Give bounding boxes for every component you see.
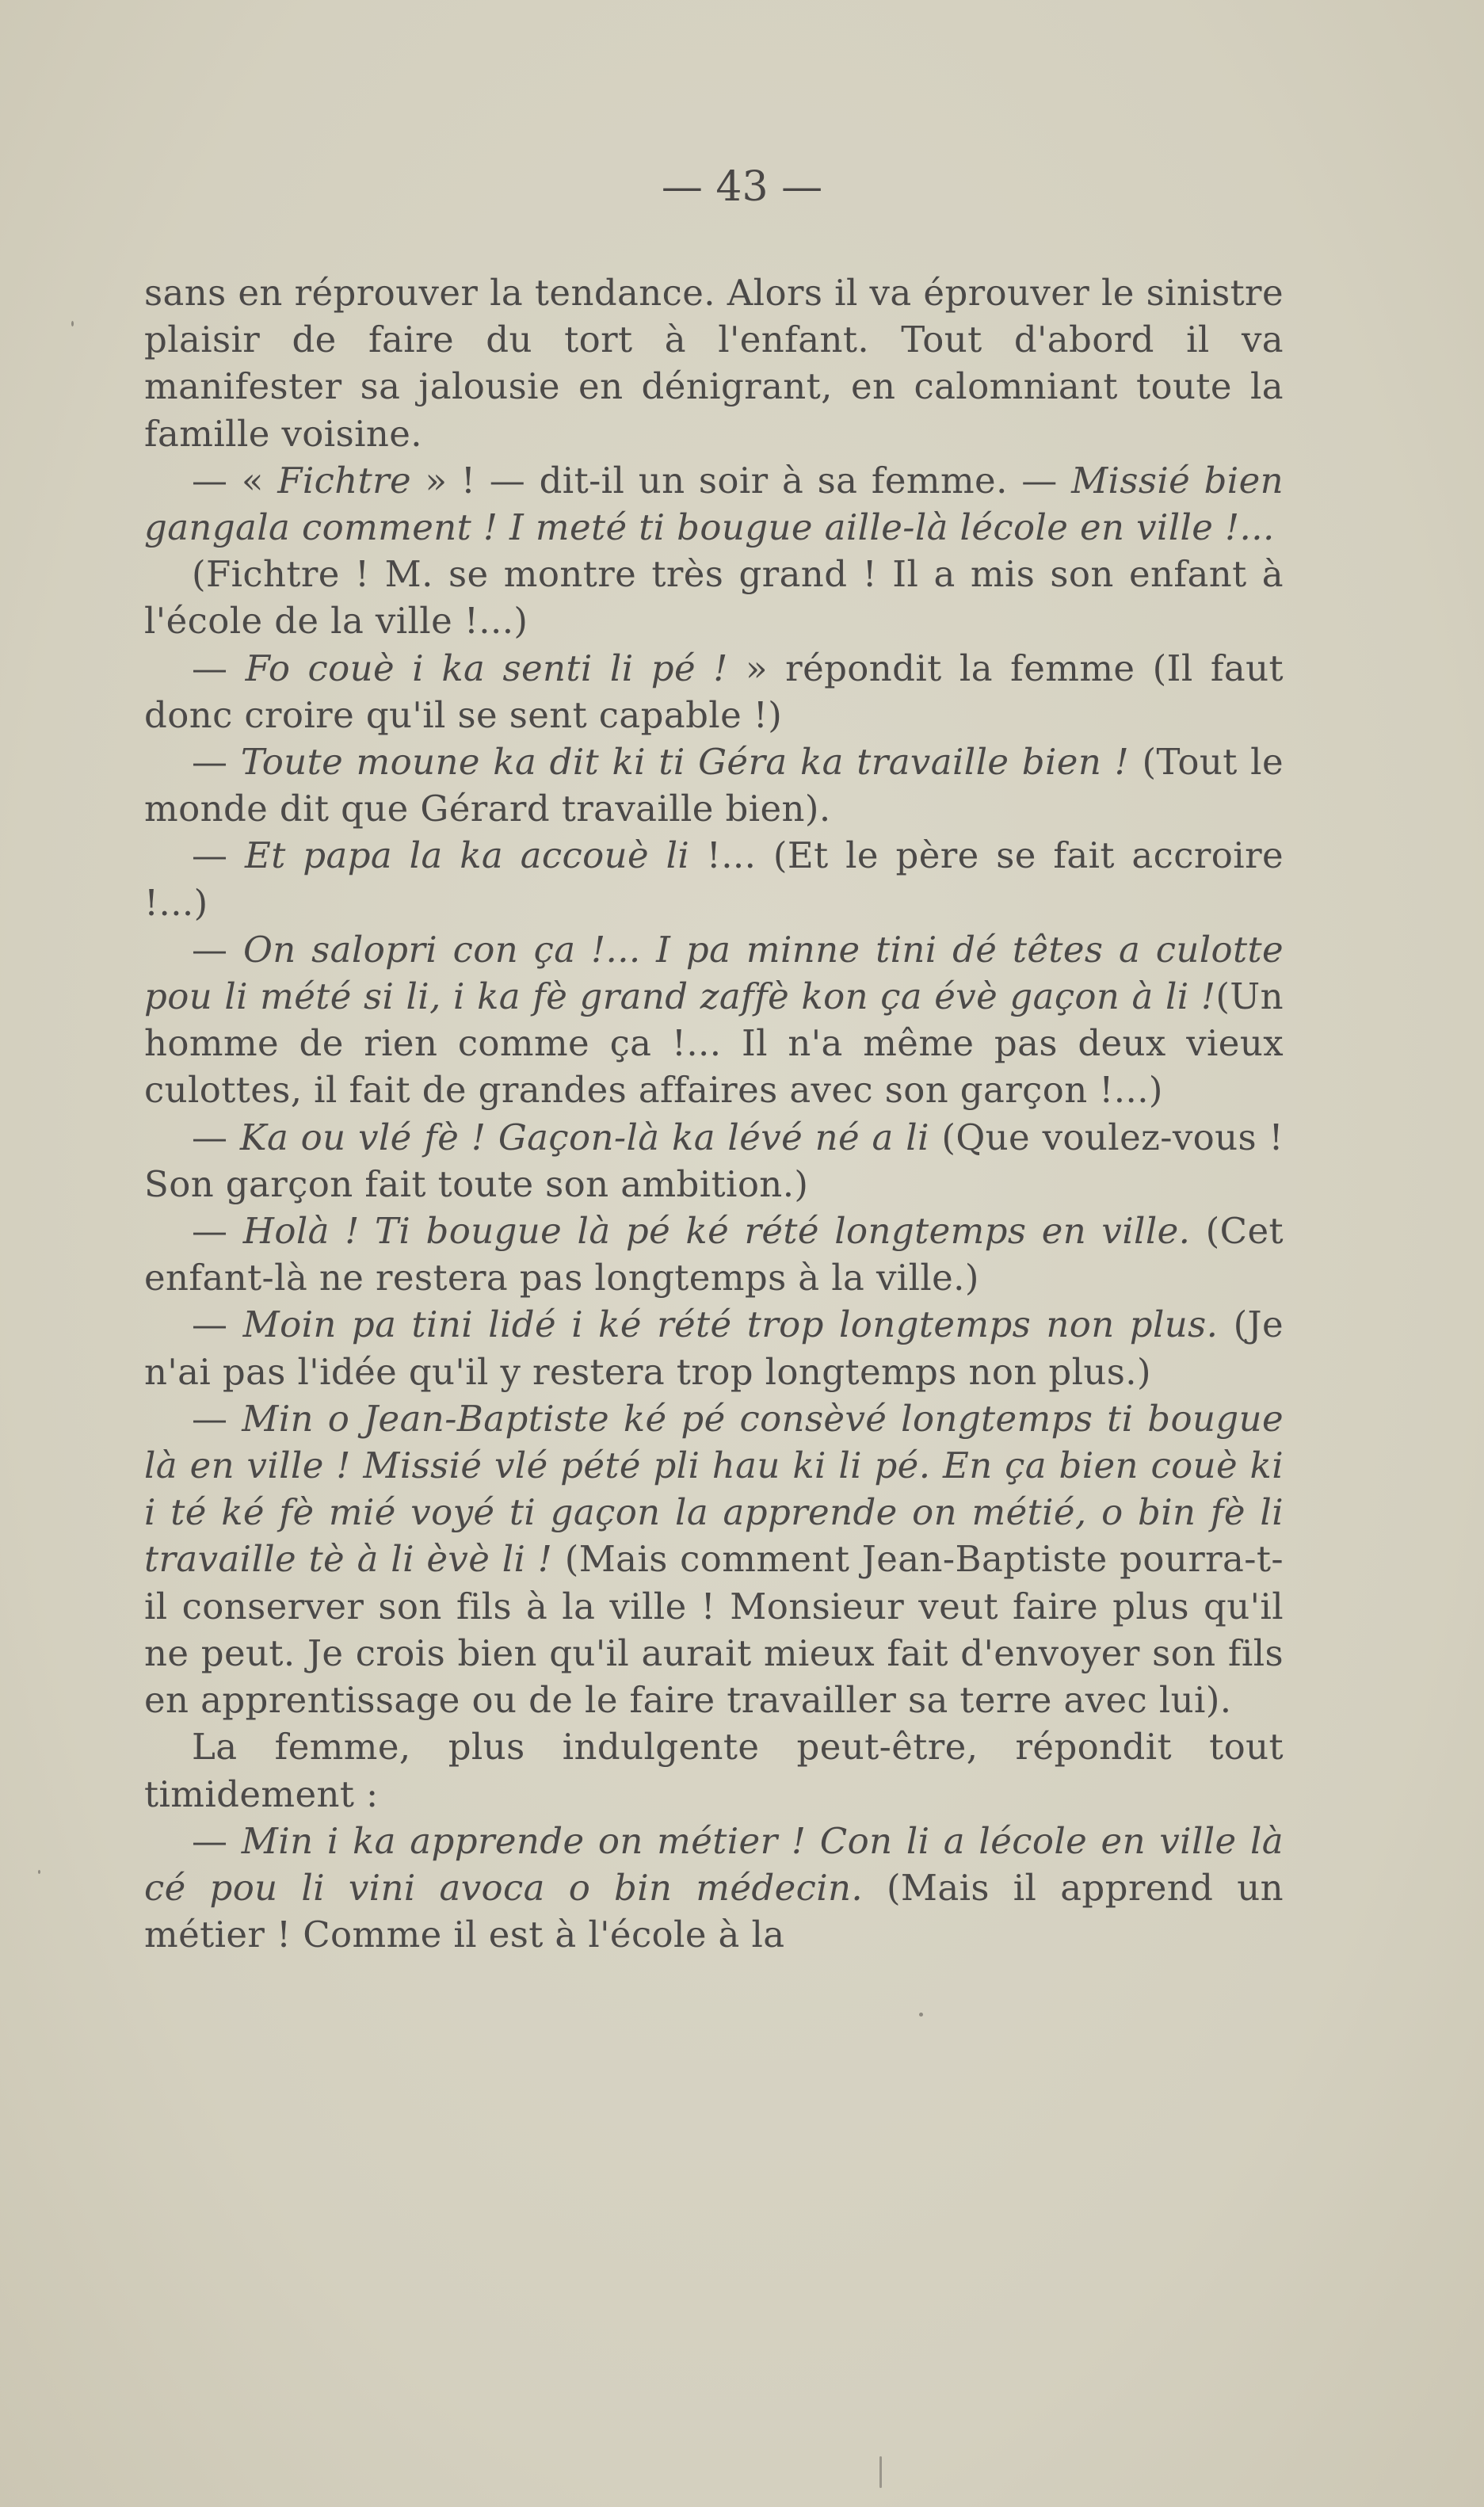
creole-text: On salopri con ça !... I pa minne tini dé têtes a culotte pou li mété si li, i ka fè grand zaffè kon ça évè gaçon à li ! bbox=[144, 928, 1284, 1018]
french-text: — « bbox=[192, 459, 278, 502]
paragraph-p7 bbox=[144, 926, 1284, 1114]
french-text: (Un homme de rien comme ça !... Il n'a même pas deux vieux culottes, il fait de grandes affaires avec son garçon !...) bbox=[144, 975, 1284, 1112]
french-text: (Tout le monde dit que Gérard travaille bien). bbox=[144, 741, 1284, 830]
french-text: — bbox=[192, 1116, 240, 1158]
paragraph-p13 bbox=[144, 1818, 1284, 1959]
creole-text: Missié bien gangala comment ! I meté ti bougue aille-là lécole en ville !... bbox=[144, 459, 1284, 549]
creole-text: Moin pa tini lidé i ké rété trop longtemps non plus. bbox=[242, 1303, 1219, 1346]
paper-speck bbox=[38, 1870, 40, 1874]
creole-text: Et papa la ka accouè li bbox=[244, 834, 690, 877]
paragraph-p9 bbox=[144, 1208, 1284, 1301]
french-text: — bbox=[192, 1303, 243, 1346]
paragraph-p8 bbox=[144, 1114, 1284, 1208]
french-text: (Cet enfant-là ne restera pas longtemps à la ville.) bbox=[144, 1210, 1284, 1299]
french-text: !... (Et le père se fait accroire !...) bbox=[144, 834, 1284, 924]
french-text: (Je n'ai pas l'idée qu'il y restera trop longtemps non plus.) bbox=[144, 1303, 1284, 1393]
french-text: — bbox=[192, 1397, 242, 1440]
french-text: » répondit la femme (Il faut donc croire qu'il se sent capable !) bbox=[144, 647, 1284, 736]
paper-speck bbox=[71, 321, 74, 326]
creole-text: Ka ou vlé fè ! Gaçon-là ka lévé né a li bbox=[239, 1116, 929, 1158]
paper-speck bbox=[919, 2013, 923, 2017]
paragraph-p3 bbox=[144, 551, 1284, 644]
french-text: — bbox=[192, 928, 243, 971]
french-text: — bbox=[192, 834, 245, 877]
french-text: — bbox=[192, 1210, 243, 1253]
french-text: — bbox=[192, 741, 241, 784]
creole-text: Fo couè i ka senti li pé ! bbox=[245, 647, 728, 689]
paragraph-p10 bbox=[144, 1301, 1284, 1395]
paragraph-p11 bbox=[144, 1395, 1284, 1723]
french-text: — bbox=[192, 647, 246, 689]
paragraph-p1 bbox=[144, 269, 1284, 457]
french-text: La femme, plus indulgente peut-être, répondit tout timidement : bbox=[144, 1726, 1284, 1815]
french-text: (Mais comment Jean-Baptiste pourra-t-il conserver son fils à la ville ! Monsieur veut faire plus qu'il ne peut. Je crois bien qu'il aurait mieux fait d'envoyer son fils en apprentissage ou de le faire travailler sa terre avec lui). bbox=[144, 1538, 1284, 1722]
page-number: — 43 — bbox=[661, 163, 823, 211]
page-body-text bbox=[144, 269, 1284, 1958]
french-text: » ! — dit-il un soir à sa femme. — bbox=[411, 459, 1072, 502]
french-text: — bbox=[192, 1819, 242, 1862]
creole-text: Min i ka apprende on métier ! Con li a lécole en ville là cé pou li vini avoca o bin médecin. bbox=[144, 1819, 1284, 1909]
creole-text: Toute moune ka dit ki ti Géra ka travaille bien ! bbox=[240, 741, 1130, 784]
french-text: (Mais il apprend un métier ! Comme il est à l'école à la bbox=[144, 1866, 1284, 1956]
french-text: (Que voulez-vous ! Son garçon fait toute son ambition.) bbox=[144, 1116, 1284, 1205]
creole-text: Fichtre bbox=[277, 459, 412, 502]
creole-text: Min o Jean-Baptiste ké pé consèvé longtemps ti bougue là en ville ! Missié vlé pété pli hau ki li pé. En ça bien couè ki i té ké fè mié voyé ti gaçon la apprende on métié, o bin fè li travaille tè à li èvè li ! bbox=[144, 1397, 1284, 1581]
paragraph-p2 bbox=[144, 457, 1284, 551]
paragraph-p5 bbox=[144, 738, 1284, 832]
french-text: (Fichtre ! M. se montre très grand ! Il a mis son enfant à l'école de la ville !...) bbox=[144, 553, 1284, 643]
paper-speck bbox=[879, 2456, 882, 2488]
creole-text: Holà ! Ti bougue là pé ké rété longtemps en ville. bbox=[242, 1210, 1191, 1253]
paragraph-p12 bbox=[144, 1723, 1284, 1817]
paragraph-p4 bbox=[144, 645, 1284, 738]
french-text: sans en réprouver la tendance. Alors il va éprouver le sinistre plaisir de faire du tort à l'enfant. Tout d'abord il va manifester sa jalousie en dénigrant, en calomniant toute la famille voisine. bbox=[144, 272, 1284, 455]
paragraph-p6 bbox=[144, 832, 1284, 925]
